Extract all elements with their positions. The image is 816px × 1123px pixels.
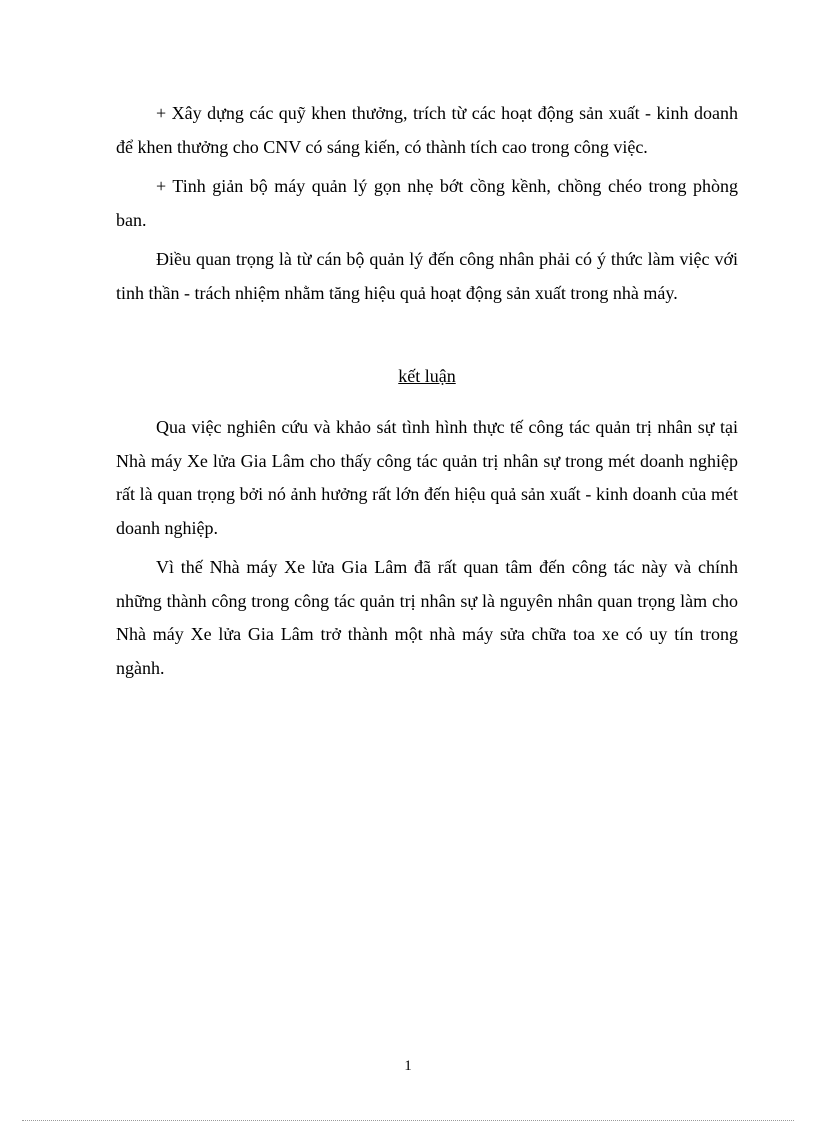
paragraph-streamline-management: + Tinh giản bộ máy quản lý gọn nhẹ bớt cồng kềnh, chồng chéo trong phòng ban.	[116, 176, 738, 230]
footer-dotted-rule	[22, 1120, 794, 1121]
paragraph-reward-funds: + Xây dựng các quỹ khen thưởng, trích từ các hoạt động sản xuất - kinh doanh để khen thưởng cho CNV có sáng kiến, có thành tích cao trong công việc.	[116, 103, 738, 157]
paragraph-conclusion-success: Vì thế Nhà máy Xe lửa Gia Lâm đã rất quan tâm đến công tác này và chính những thành công trong công tác quản trị nhân sự là nguyên nhân quan trọng làm cho Nhà máy Xe lửa Gia Lâm trở thành một nhà máy sửa chữa toa xe có uy tín trong ngành.	[116, 557, 738, 678]
paragraph-conclusion-research: Qua việc nghiên cứu và khảo sát tình hình thực tế công tác quản trị nhân sự tại Nhà máy Xe lửa Gia Lâm cho thấy công tác quản trị nhân sự trong mét doanh nghiệp rất là quan trọng bởi nó ảnh hưởng rất lớn đến hiệu quả sản xuất - kinh doanh của mét doanh nghiệp.	[116, 417, 738, 538]
document-body	[116, 97, 738, 691]
heading-spacer	[116, 316, 738, 338]
section-heading: kết luận	[398, 366, 456, 386]
page-number: 1	[404, 1058, 412, 1074]
paragraph-important-note: Điều quan trọng là từ cán bộ quản lý đến công nhân phải có ý thức làm việc với tinh thần - trách nhiệm nhằm tăng hiệu quả hoạt động sản xuất trong nhà máy.	[116, 249, 738, 303]
